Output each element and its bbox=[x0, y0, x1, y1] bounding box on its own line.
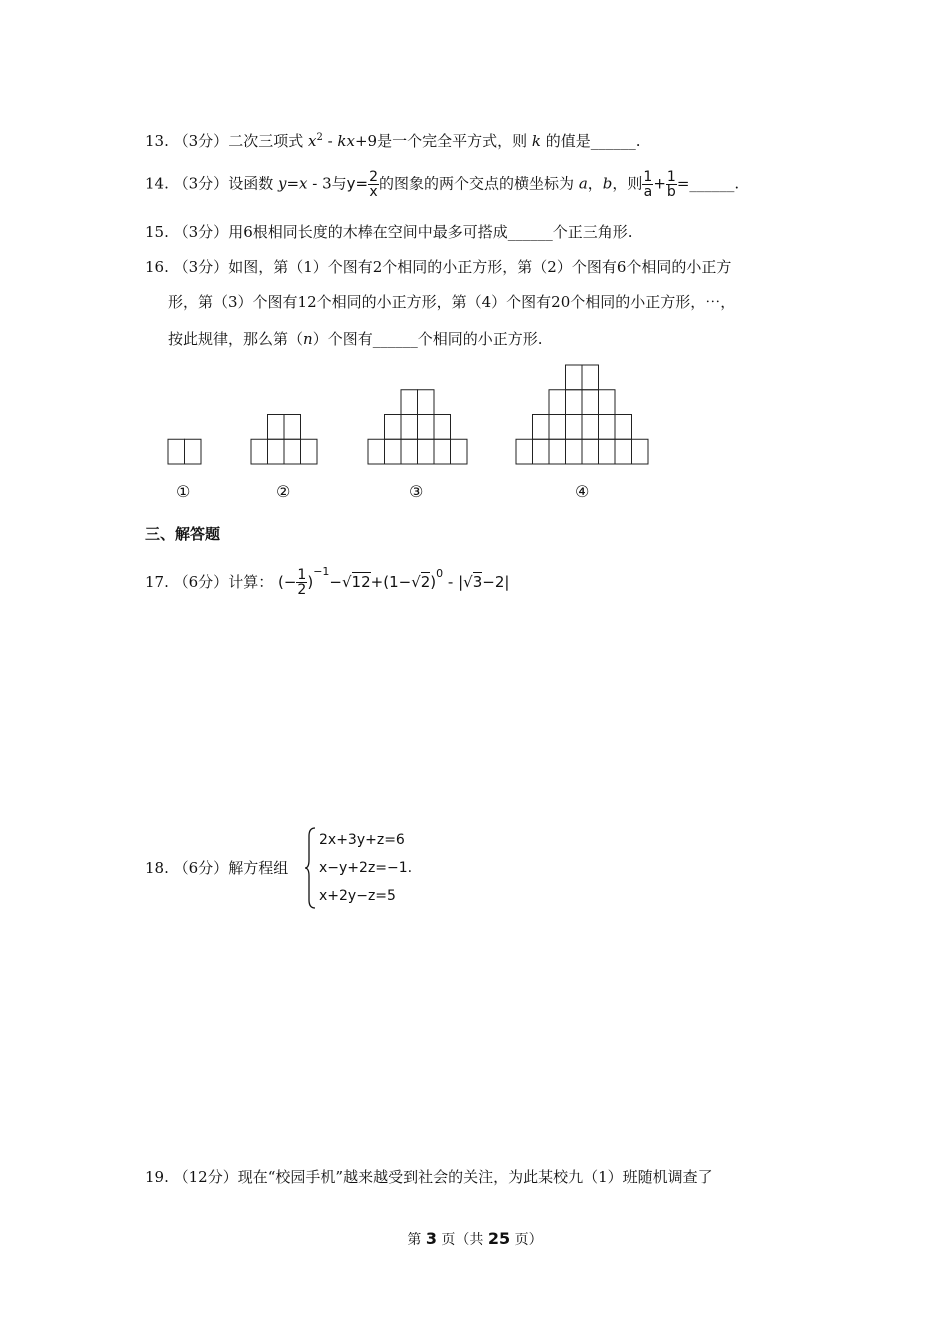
question-number: 16. bbox=[145, 258, 169, 276]
plus-sign: + bbox=[653, 174, 666, 193]
denominator: a bbox=[643, 184, 653, 200]
exponent: −1 bbox=[313, 565, 330, 578]
figure-2-square bbox=[268, 439, 285, 464]
figure-4-square bbox=[533, 415, 550, 440]
question-text: 按此规律，那么第（ bbox=[168, 330, 304, 348]
figure-4-square bbox=[582, 365, 599, 390]
question-number: 17. bbox=[145, 573, 169, 591]
denominator: 2 bbox=[297, 582, 307, 598]
paren: ) bbox=[307, 573, 314, 591]
question-score: （12分） bbox=[173, 1168, 238, 1186]
exponent: 2 bbox=[316, 132, 323, 143]
question-score: （6分） bbox=[173, 859, 229, 877]
question-text: - bbox=[322, 132, 338, 150]
footer-text: 第 bbox=[407, 1232, 426, 1248]
question-number: 19. bbox=[145, 1168, 169, 1186]
figure-4-square bbox=[566, 390, 583, 415]
minus-sign: - bbox=[443, 573, 459, 591]
figure-2-square bbox=[284, 439, 301, 464]
square-pattern-figures bbox=[0, 360, 950, 510]
minus-sign: − bbox=[329, 573, 342, 591]
figure-4-square bbox=[615, 415, 632, 440]
page-footer bbox=[0, 1229, 950, 1249]
figure-4-square bbox=[615, 439, 632, 464]
expression bbox=[277, 565, 510, 598]
page-number: 3 bbox=[425, 1229, 437, 1248]
left-brace-icon bbox=[303, 826, 317, 910]
question-16-line-2 bbox=[168, 292, 735, 312]
exponent: 0 bbox=[436, 567, 444, 580]
fraction-1-over-b bbox=[666, 170, 677, 199]
figure-4-square bbox=[582, 415, 599, 440]
paren: (− bbox=[277, 573, 297, 591]
question-text: 的图象的两个交点的横坐标为 bbox=[379, 174, 579, 193]
var-a: a bbox=[578, 174, 588, 193]
question-text: 如图，第（1）个图有2个相同的小正方形，第（2）个图有6个相同的小正方 bbox=[228, 258, 732, 276]
question-score: （3分） bbox=[173, 223, 229, 241]
figure-2-square bbox=[251, 439, 268, 464]
var-kx: kx bbox=[337, 132, 355, 150]
expression-tail: −2| bbox=[482, 573, 510, 591]
equation-2: x−y+2z=−1. bbox=[319, 860, 413, 876]
total-pages: 25 bbox=[487, 1229, 511, 1248]
question-number: 14. bbox=[145, 174, 169, 193]
question-text: 用6根相同长度的木棒在空间中最多可搭成______个正三角形. bbox=[228, 223, 633, 241]
figure-label-4: ④ bbox=[575, 482, 590, 501]
figure-label-2: ② bbox=[276, 482, 291, 501]
question-score: （6分） bbox=[173, 573, 229, 591]
question-text: 计算： bbox=[228, 573, 274, 591]
figure-4-square bbox=[599, 390, 616, 415]
question-score: （3分） bbox=[173, 132, 229, 150]
numerator: 1 bbox=[643, 169, 653, 185]
numerator: 2 bbox=[369, 169, 379, 185]
figure-3-square bbox=[401, 390, 418, 415]
figure-4-square bbox=[632, 439, 649, 464]
figure-4-square bbox=[549, 390, 566, 415]
figure-4-square bbox=[599, 439, 616, 464]
figure-4-square bbox=[582, 390, 599, 415]
sqrt-symbol: √ bbox=[411, 573, 421, 591]
figure-4-square bbox=[566, 365, 583, 390]
figure-1-square bbox=[185, 439, 202, 464]
figure-3-square bbox=[451, 439, 468, 464]
question-text: ，则 bbox=[612, 174, 643, 193]
formula-y: y= bbox=[346, 174, 369, 193]
equation-1: 2x+3y+z=6 bbox=[319, 832, 405, 848]
figure-4-square bbox=[533, 439, 550, 464]
var-x: x bbox=[307, 132, 317, 150]
punct: ， bbox=[587, 174, 603, 193]
numerator: 1 bbox=[666, 169, 676, 185]
paren: (1− bbox=[383, 573, 412, 591]
equation-3: x+2y−z=5 bbox=[319, 888, 396, 904]
question-17 bbox=[145, 565, 510, 598]
question-18 bbox=[145, 858, 288, 878]
figure-3-square bbox=[401, 415, 418, 440]
question-text: ）个图有______个相同的小正方形. bbox=[312, 330, 543, 348]
equations bbox=[319, 826, 412, 910]
figure-label-3: ③ bbox=[409, 482, 424, 501]
var-b: b bbox=[602, 174, 613, 193]
question-text: =______. bbox=[676, 174, 740, 193]
paren: ) bbox=[430, 573, 437, 591]
question-score: （3分） bbox=[173, 174, 229, 193]
figure-2-square bbox=[301, 439, 318, 464]
radicand: 12 bbox=[351, 573, 371, 591]
question-text: 二次三项式 bbox=[228, 132, 308, 150]
figure-4-square bbox=[582, 439, 599, 464]
question-number: 15. bbox=[145, 223, 169, 241]
figure-3-square bbox=[385, 415, 402, 440]
question-text: - 3与 bbox=[307, 174, 347, 193]
sqrt-symbol: √ bbox=[341, 573, 352, 591]
question-19 bbox=[145, 1167, 713, 1187]
figure-3-square bbox=[434, 415, 451, 440]
radicand: 2 bbox=[420, 573, 431, 591]
fraction-1-over-a bbox=[642, 170, 653, 199]
denominator: b bbox=[666, 184, 676, 200]
abs-bar: | bbox=[458, 573, 464, 591]
figure-4-square bbox=[516, 439, 533, 464]
question-text: 现在“校园手机”越来越受到社会的关注，为此某校九（1）班随机调查了 bbox=[237, 1168, 713, 1186]
question-text: 设函数 bbox=[228, 174, 278, 193]
figure-3-square bbox=[368, 439, 385, 464]
question-text: 的值是______. bbox=[540, 132, 641, 150]
figure-4-square bbox=[566, 439, 583, 464]
figure-label-1: ① bbox=[176, 482, 191, 501]
question-number: 13. bbox=[145, 132, 169, 150]
plus-sign: + bbox=[370, 573, 384, 591]
figure-3-square bbox=[418, 415, 435, 440]
figure-3-square bbox=[401, 439, 418, 464]
numerator: 1 bbox=[297, 567, 307, 583]
figure-2-square bbox=[268, 415, 285, 440]
var-n: n bbox=[303, 330, 313, 348]
question-text: +9是一个完全平方式，则 bbox=[354, 132, 532, 150]
fraction-2-over-x bbox=[368, 170, 379, 199]
sqrt-symbol: √ bbox=[463, 573, 473, 591]
question-text: 解方程组 bbox=[228, 859, 289, 877]
question-16 bbox=[145, 257, 731, 277]
figure-4-square bbox=[549, 439, 566, 464]
question-text: = bbox=[286, 174, 300, 193]
figure-3-square bbox=[385, 439, 402, 464]
var-y: y bbox=[277, 174, 287, 193]
question-number: 18. bbox=[145, 859, 169, 877]
figure-4-square bbox=[566, 415, 583, 440]
var-x: x bbox=[299, 174, 308, 193]
var-k: k bbox=[531, 132, 541, 150]
figure-3-square bbox=[418, 439, 435, 464]
figure-3-square bbox=[434, 439, 451, 464]
figure-2-square bbox=[284, 415, 301, 440]
fraction-1-over-2 bbox=[296, 568, 307, 597]
section-heading: 三、解答题 bbox=[145, 525, 221, 543]
footer-text: 页） bbox=[510, 1232, 543, 1248]
equation-system bbox=[303, 826, 443, 910]
question-13 bbox=[145, 128, 641, 151]
question-score: （3分） bbox=[173, 258, 229, 276]
figure-4-square bbox=[599, 415, 616, 440]
question-14 bbox=[145, 170, 739, 199]
figure-4-square bbox=[549, 415, 566, 440]
footer-text: 页（共 bbox=[436, 1232, 488, 1248]
figure-1-square bbox=[168, 439, 185, 464]
radicand: 3 bbox=[472, 573, 483, 591]
figure-3-square bbox=[418, 390, 435, 415]
question-text: 形，第（3）个图有12个相同的小正方形，第（4）个图有20个相同的小正方形，⋯， bbox=[168, 293, 736, 311]
question-15 bbox=[145, 222, 633, 242]
question-16-line-3 bbox=[168, 329, 542, 349]
denominator: x bbox=[369, 184, 378, 200]
